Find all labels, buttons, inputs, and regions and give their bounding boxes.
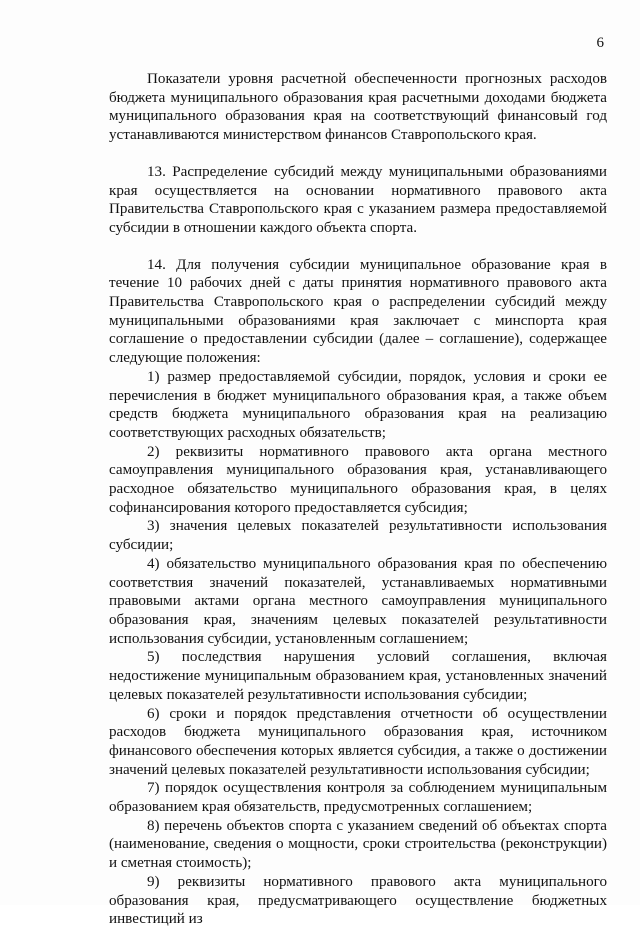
list-item-6: 6) сроки и порядок представления отчетности об осуществлении расходов бюджета муниципального образования края, источником финансового обеспечения которых является субсидия, а также о достижении значений целевых показателей результативности использования субсидии;: [109, 705, 607, 778]
list-item-9: 9) реквизиты нормативного правового акта муниципального образования края, предусматривающего осуществление бюджетных инвестиций из: [109, 873, 607, 928]
list-item-5: 5) последствия нарушения условий соглашения, включая недостижение муниципальным образованием края, установленных значений целевых показателей результативности использования субсидии;: [109, 649, 607, 703]
list-item-7: 7) порядок осуществления контроля за соблюдением муниципальным образованием края обязательств, предусмотренных соглашением;: [109, 780, 607, 816]
paragraph-14-agreement: 14. Для получения субсидии муниципальное образование края в течение 10 рабочих дней с даты принятия нормативного правового акта Правительства Ставропольского края о распределении субсидий между муниципальными образованиями края заключает с минспорта края соглашение о предоставлении субсидии (далее – соглашение), содержащее следующие положения:: [109, 256, 607, 367]
list-item-2: 2) реквизиты нормативного правового акта органа местного самоуправления муниципального образования края, устанавливающего расходное обязательство муниципального образования края, в целях софинансирования которого предоставляется субсидия;: [109, 443, 607, 516]
list-item-4: 4) обязательство муниципального образования края по обеспечению соответствия значений показателей, устанавливаемых нормативными правовыми актами органа местного самоуправления муниципального образования края, значениям целевых показателей результативности использования субсидии, установленным соглашением;: [109, 555, 607, 647]
list-item-1: 1) размер предоставляемой субсидии, порядок, условия и сроки ее перечисления в бюджет муниципального образования края, а также объем средств бюджета муниципального образования края на реализацию соответствующих расходных обязательств;: [109, 368, 607, 441]
list-item-3: 3) значения целевых показателей результативности использования субсидии;: [109, 518, 607, 554]
paragraph-budget-indicators: Показатели уровня расчетной обеспеченности прогнозных расходов бюджета муниципального образования края расчетными доходами бюджета муниципального образования края на соответствующий финансовый год устанавливаются министерством финансов Ставропольского края.: [109, 71, 607, 144]
document-body: [109, 70, 607, 929]
page-number: 6: [596, 35, 604, 51]
list-item-8: 8) перечень объектов спорта с указанием сведений об объектах спорта (наименование, сведения о мощности, сроки строительства (реконструкции) и сметная стоимость);: [109, 817, 607, 872]
paragraph-13-distribution: 13. Распределение субсидий между муниципальными образованиями края осуществляется на основании нормативного правового акта Правительства Ставропольского края с указанием размера предоставляемой субсидии в отношении каждого объекта спорта.: [109, 163, 607, 236]
